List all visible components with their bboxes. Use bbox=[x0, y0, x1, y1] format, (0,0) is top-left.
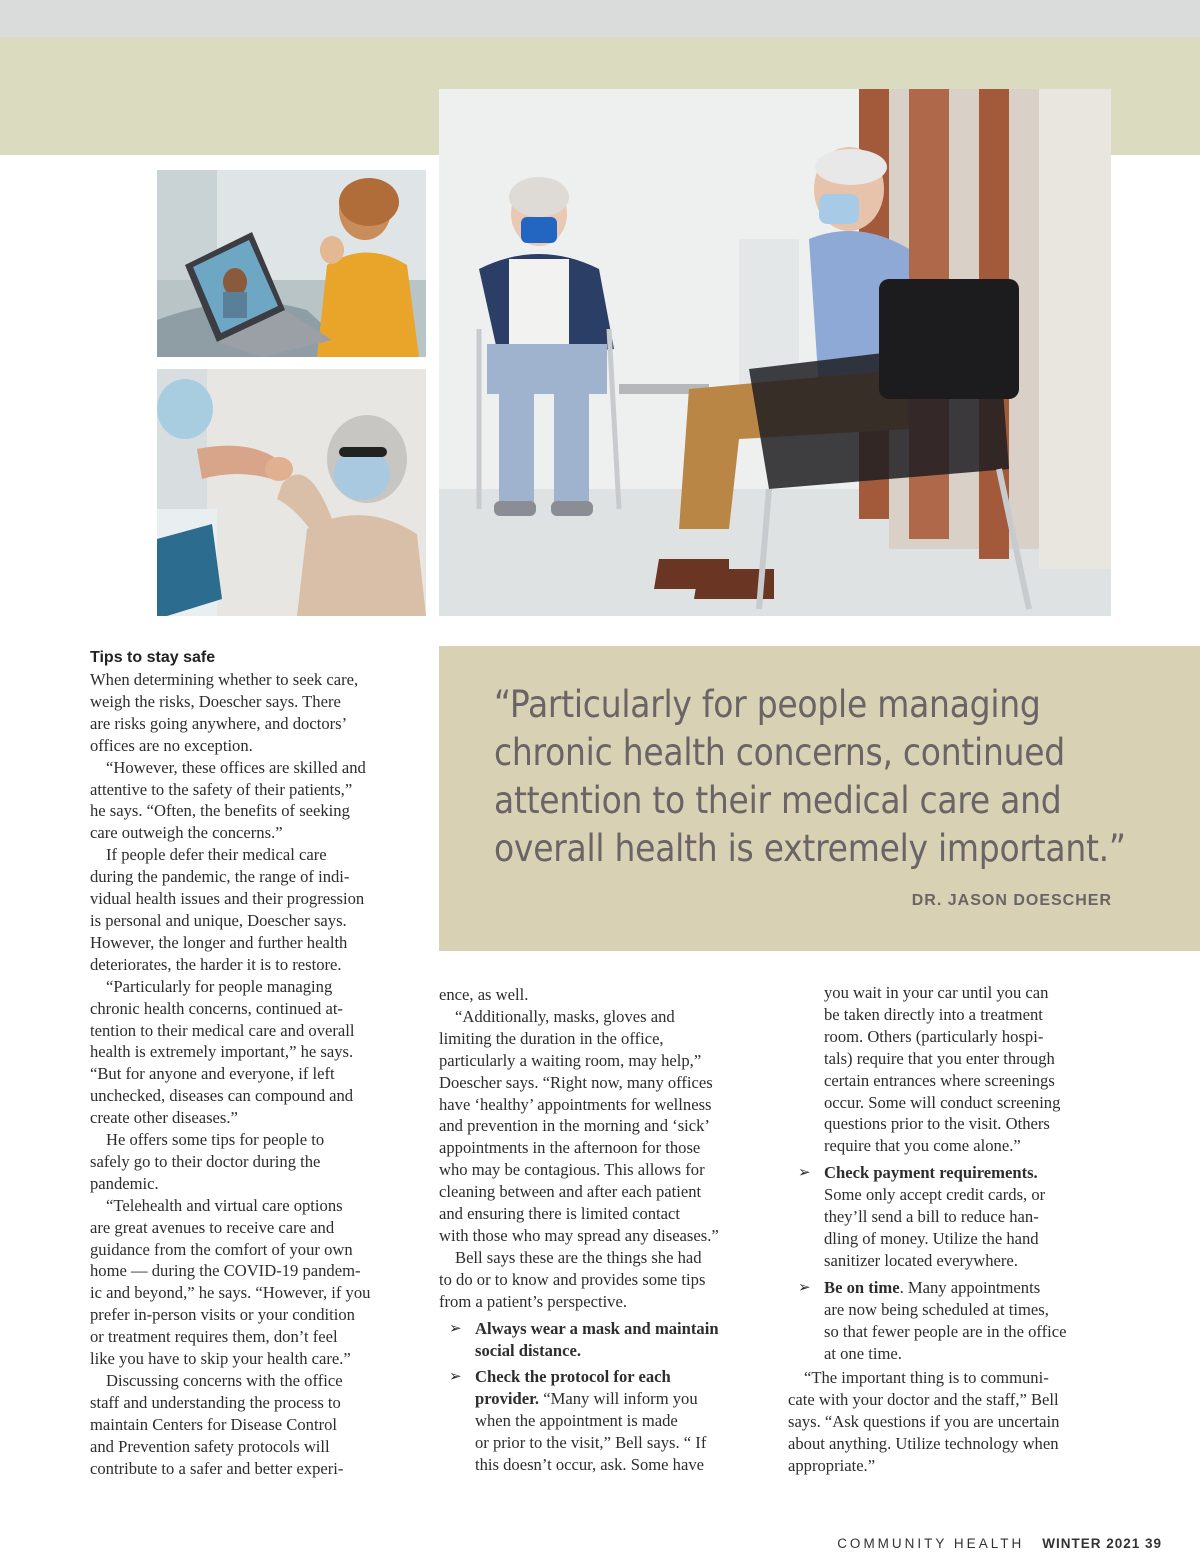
text-line: deteriorates, the harder it is to restore. bbox=[90, 954, 342, 974]
text-line: “Many will inform you bbox=[539, 1389, 698, 1409]
paragraph bbox=[90, 669, 416, 757]
text-line: are great avenues to receive care and bbox=[90, 1217, 335, 1237]
article-column-1 bbox=[90, 647, 416, 1480]
arrow-bullet-icon: ➢ bbox=[798, 1277, 811, 1296]
page-footer bbox=[837, 1536, 1162, 1551]
text-line: have ‘healthy’ appointments for wellness bbox=[439, 1094, 712, 1114]
article-column-2 bbox=[439, 984, 771, 1476]
text-line: you wait in your car until you can bbox=[824, 983, 1049, 1002]
text-line: guidance from the comfort of your own bbox=[90, 1239, 353, 1259]
text-line: “Additionally, masks, gloves and bbox=[455, 1006, 675, 1026]
tip-title: social distance. bbox=[475, 1340, 582, 1360]
paragraph bbox=[788, 982, 1118, 1157]
text-line: sanitizer located everywhere. bbox=[824, 1250, 1018, 1270]
text-line: weigh the risks, Doescher says. There bbox=[90, 691, 341, 711]
text-line: ic and beyond,” he says. “However, if you bbox=[90, 1283, 371, 1303]
text-line: “However, these offices are skilled and bbox=[106, 757, 366, 777]
tip-bullet bbox=[439, 1318, 771, 1362]
text-line: certain entrances where screenings bbox=[824, 1070, 1055, 1090]
paragraph bbox=[90, 757, 416, 845]
text-line: when the appointment is made bbox=[475, 1411, 678, 1431]
text-line: “Particularly for people managing bbox=[106, 976, 333, 996]
text-line: occur. Some will conduct screening bbox=[824, 1092, 1061, 1112]
text-line: Some only accept credit cards, or bbox=[824, 1185, 1046, 1205]
text-line: pandemic. bbox=[90, 1173, 159, 1193]
text-line: and Prevention safety protocols will bbox=[90, 1436, 330, 1456]
text-line: like you have to skip your health care.” bbox=[90, 1349, 351, 1369]
paragraph bbox=[90, 1370, 416, 1480]
text-line: appropriate.” bbox=[788, 1456, 876, 1476]
tip-bullet bbox=[788, 1162, 1118, 1272]
tip-bullet bbox=[788, 1277, 1118, 1365]
pull-quote-box bbox=[439, 646, 1200, 951]
text-line: are risks going anywhere, and doctors’ bbox=[90, 713, 348, 733]
text-line: When determining whether to seek care, bbox=[90, 670, 359, 689]
text-line: He offers some tips for people to bbox=[106, 1130, 325, 1150]
text-line: Discussing concerns with the office bbox=[106, 1371, 343, 1390]
text-line: However, the longer and further health bbox=[90, 932, 348, 952]
arrow-bullet-icon: ➢ bbox=[798, 1163, 811, 1182]
text-line: chronic health concerns, continued at- bbox=[90, 998, 343, 1018]
text-line: cleaning between and after each patient bbox=[439, 1182, 702, 1202]
paragraph bbox=[90, 1195, 416, 1370]
text-line: or prior to the visit,” Bell says. “ If bbox=[475, 1433, 707, 1453]
text-line: care outweigh the concerns.” bbox=[90, 823, 283, 843]
text-line: or treatment requires them, don’t feel bbox=[90, 1327, 338, 1347]
pull-quote-text bbox=[494, 680, 1126, 872]
text-line: is personal and unique, Doescher says. bbox=[90, 910, 347, 930]
top-gray-strip bbox=[0, 0, 1200, 37]
text-line: Doescher says. “Right now, many offices bbox=[439, 1072, 713, 1092]
tip-title: provider. bbox=[475, 1389, 540, 1409]
tip-title: Be on time bbox=[824, 1277, 900, 1297]
waiting-room-photo bbox=[439, 89, 1111, 616]
text-line: he says. “Often, the benefits of seeking bbox=[90, 801, 350, 821]
text-line: tention to their medical care and overall bbox=[90, 1020, 355, 1040]
pull-quote-attribution: DR. JASON DOESCHER bbox=[911, 892, 1112, 909]
telehealth-photo bbox=[157, 170, 426, 357]
text-line: staff and understanding the process to bbox=[90, 1392, 341, 1412]
pull-quote-line: “Particularly for people managing bbox=[494, 682, 1041, 726]
tip-title: Check payment requirements. bbox=[824, 1163, 1038, 1183]
text-line: cate with your doctor and the staff,” Bell bbox=[788, 1390, 1059, 1410]
tip-title: Check the protocol for each bbox=[475, 1367, 671, 1387]
text-line: room. Others (particularly hospi- bbox=[824, 1026, 1044, 1046]
text-line: attentive to the safety of their patients,” bbox=[90, 779, 353, 799]
text-line: at one time. bbox=[824, 1343, 902, 1363]
text-line: so that fewer people are in the office bbox=[824, 1321, 1067, 1341]
paragraph bbox=[90, 976, 416, 1129]
text-line: . Many appointments bbox=[899, 1277, 1041, 1297]
text-line: home — during the COVID-19 pandem- bbox=[90, 1261, 361, 1281]
magazine-name: COMMUNITY HEALTH bbox=[837, 1536, 1025, 1551]
paragraph bbox=[90, 844, 416, 975]
text-line: ence, as well. bbox=[439, 985, 529, 1004]
text-line: unchecked, diseases can compound and bbox=[90, 1086, 354, 1106]
text-line: from a patient’s perspective. bbox=[439, 1291, 627, 1311]
text-line: appointments in the afternoon for those bbox=[439, 1138, 701, 1158]
text-line: tals) require that you enter through bbox=[824, 1048, 1055, 1068]
paragraph bbox=[90, 1129, 416, 1195]
pull-quote-line: chronic health concerns, continued bbox=[494, 730, 1065, 774]
paragraph bbox=[439, 1247, 771, 1313]
section-heading: Tips to stay safe bbox=[90, 649, 216, 666]
pull-quote-line: overall health is extremely important.” bbox=[494, 826, 1126, 870]
text-line: about anything. Utilize technology when bbox=[788, 1434, 1059, 1454]
text-line: “The important thing is to communi- bbox=[804, 1368, 1049, 1388]
text-line: create other diseases.” bbox=[90, 1108, 238, 1128]
text-line: safely go to their doctor during the bbox=[90, 1151, 321, 1171]
tip-title: Always wear a mask and maintain bbox=[475, 1318, 719, 1338]
pull-quote-line: attention to their medical care and bbox=[494, 778, 1062, 822]
paragraph bbox=[788, 1367, 1118, 1477]
arrow-bullet-icon: ➢ bbox=[449, 1367, 462, 1386]
text-line: says. “Ask questions if you are uncertain bbox=[788, 1412, 1060, 1432]
text-line: vidual health issues and their progression bbox=[90, 889, 365, 909]
article-column-3 bbox=[788, 982, 1118, 1477]
text-line: they’ll send a bill to reduce han- bbox=[824, 1207, 1039, 1227]
text-line: health is extremely important,” he says. bbox=[90, 1042, 354, 1062]
text-line: to do or to know and provides some tips bbox=[439, 1269, 706, 1289]
text-line: offices are no exception. bbox=[90, 735, 253, 755]
text-line: with those who may spread any diseases.” bbox=[439, 1225, 719, 1245]
text-line: and ensuring there is limited contact bbox=[439, 1204, 680, 1224]
text-line: who may be contagious. This allows for bbox=[439, 1160, 705, 1180]
text-line: during the pandemic, the range of indi- bbox=[90, 867, 350, 887]
text-line: prefer in-person visits or your condition bbox=[90, 1305, 355, 1325]
text-line: require that you come alone.” bbox=[824, 1136, 1021, 1156]
elbow-bump-photo bbox=[157, 369, 426, 616]
text-line: If people defer their medical care bbox=[106, 845, 327, 865]
text-line: are now being scheduled at times, bbox=[824, 1299, 1049, 1319]
text-line: contribute to a safer and better experi- bbox=[90, 1458, 344, 1478]
paragraph bbox=[439, 1006, 771, 1247]
text-line: “Telehealth and virtual care options bbox=[106, 1195, 343, 1215]
issue-and-page-number: WINTER 2021 39 bbox=[1042, 1536, 1162, 1551]
text-line: limiting the duration in the office, bbox=[439, 1028, 664, 1048]
tip-bullet bbox=[439, 1366, 771, 1476]
text-line: Bell says these are the things she had bbox=[455, 1247, 702, 1267]
paragraph bbox=[439, 984, 771, 1006]
text-line: and prevention in the morning and ‘sick’ bbox=[439, 1116, 710, 1136]
text-line: questions prior to the visit. Others bbox=[824, 1114, 1050, 1134]
text-line: “But for anyone and everyone, if left bbox=[90, 1064, 335, 1084]
text-line: dling of money. Utilize the hand bbox=[824, 1228, 1039, 1248]
text-line: particularly a waiting room, may help,” bbox=[439, 1050, 702, 1070]
arrow-bullet-icon: ➢ bbox=[449, 1318, 462, 1337]
text-line: maintain Centers for Disease Control bbox=[90, 1414, 338, 1434]
text-line: this doesn’t occur, ask. Some have bbox=[475, 1455, 704, 1475]
text-line: be taken directly into a treatment bbox=[824, 1004, 1043, 1024]
